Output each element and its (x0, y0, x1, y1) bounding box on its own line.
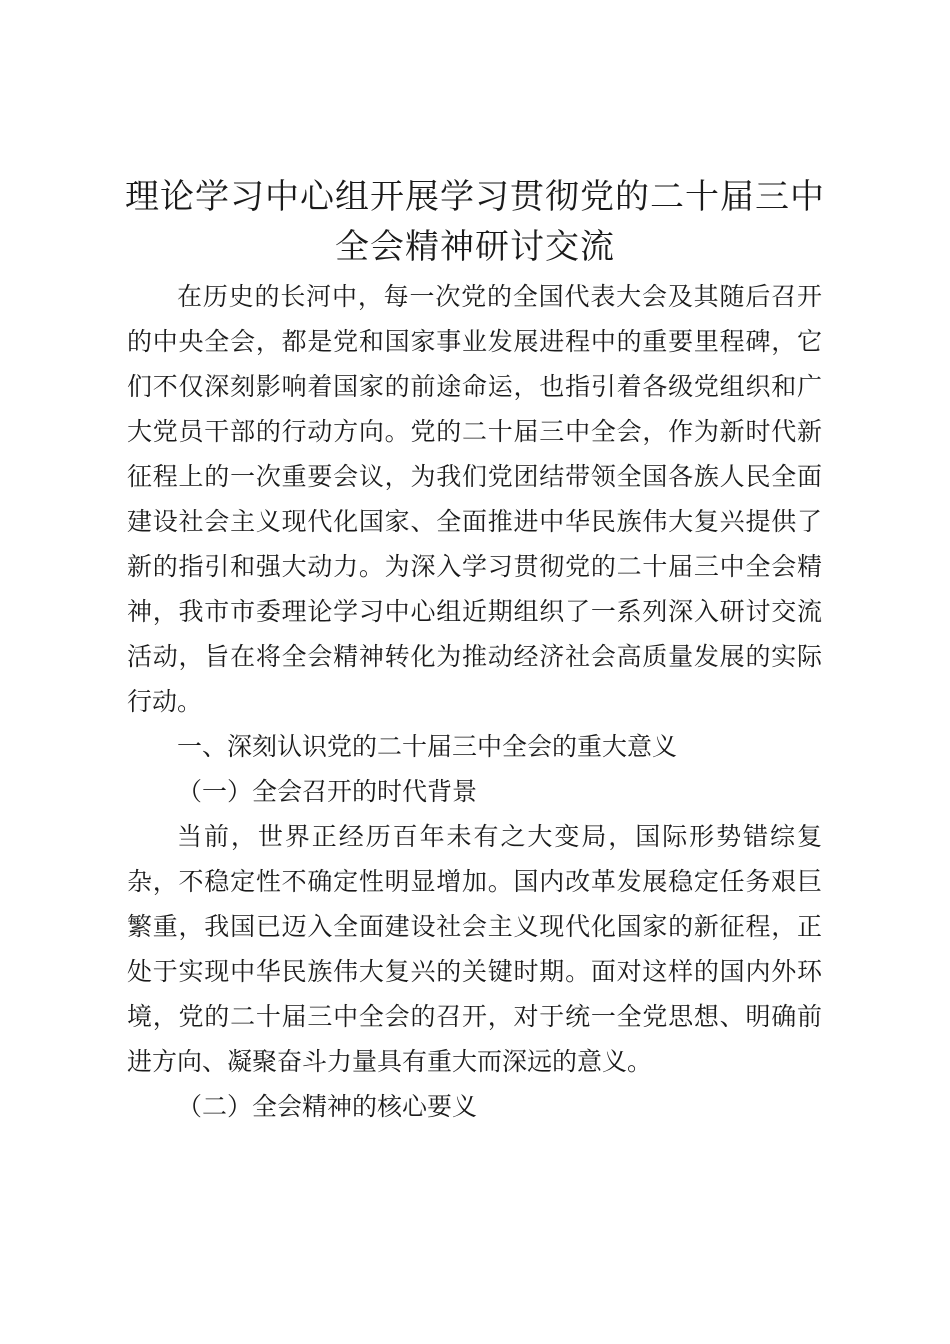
document-title: 理论学习中心组开展学习贯彻党的二十届三中全会精神研讨交流 (125, 177, 825, 267)
section-heading: 一、深刻认识党的二十届三中全会的重大意义 (177, 732, 678, 761)
document-body (127, 274, 822, 1129)
subsection-heading: （二）全会精神的核心要义 (177, 1092, 478, 1121)
intro-paragraph: 在历史的长河中，每一次党的全国代表大会及其随后召开的中央全会，都是党和国家事业发展进程中的重要里程碑，它们不仅深刻影响着国家的前途命运，也指引着各级党组织和广大党员干部的行动方向。党的二十届三中全会，作为新时代新征程上的一次重要会议，为我们党团结带领全国各族人民全面建设社会主义现代化国家、全面推进中华民族伟大复兴提供了新的指引和强大动力。为深入学习贯彻党的二十届三中全会精神，我市市委理论学习中心组近期组织了一系列深入研讨交流活动，旨在将全会精神转化为推动经济社会高质量发展的实际行动。 (127, 282, 822, 716)
subsection-heading: （一）全会召开的时代背景 (177, 777, 478, 806)
body-paragraph: 当前，世界正经历百年未有之大变局，国际形势错综复杂，不稳定性不确定性明显增加。国内改革发展稳定任务艰巨繁重，我国已迈入全面建设社会主义现代化国家的新征程，正处于实现中华民族伟大复兴的关键时期。面对这样的国内外环境，党的二十届三中全会的召开，对于统一全党思想、明确前进方向、凝聚奋斗力量具有重大而深远的意义。 (127, 822, 822, 1076)
